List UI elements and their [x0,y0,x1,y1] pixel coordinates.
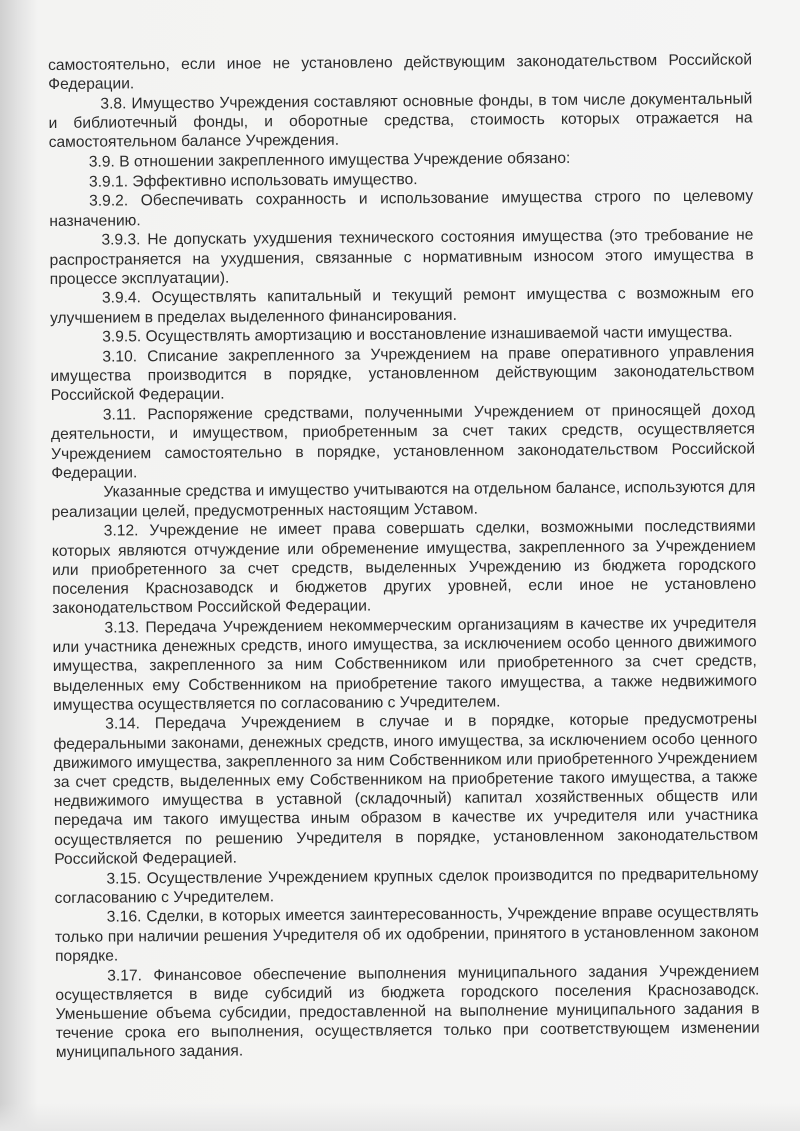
paragraph-3-11-note: Указанные средства и имущество учитываются на отдельном балансе, используются для реализации целей, предусмотренных настоящим Уставом. [51,478,756,521]
paragraph-3-9: 3.9. В отношении закрепленного имущества Учреждение обязано: [88,149,571,171]
paragraph-3-9-4: 3.9.4. Осуществлять капитальный и текущий ремонт имущества с возможным его улучшением в пределах выделенного финансирования. [49,284,754,327]
paragraph-3-17: 3.17. Финансовое обеспечение выполнения муниципального задания Учреждением осуществляется в виде субсидий из бюджета городского поселения Краснозаводск. Уменьшение объема субсидии, предоставленной на выполнение муниципального задания в течение срока его выполнения, осуществляется только при соответствующем изменении муниципального задания. [55,961,760,1062]
paragraph-3-9-3: 3.9.3. Не допускать ухудшения технического состояния имущества (это требование не распространяется на ухудшения, связанные с нормативным износом этого имущества в процессе эксплуатации). [49,226,754,288]
scan-bottom-shadow [0,1103,800,1131]
paragraph-3-11: 3.11. Распоряжение средствами, полученными Учреждением от приносящей доход деятельности, и имуществом, приобретенным за счет таких средств, осуществляется Учреждением самостоятельно в порядке, установленном законодательством Российской Федерации. [50,401,756,482]
paragraph-3-9-5: 3.9.5. Осуществлять амортизацию и восстановление изнашиваемой части имущества. [102,323,733,346]
document-body [48,50,760,1063]
paragraph-3-15: 3.15. Осуществление Учреждением крупных сделок производится по предварительному согласованию с Учредителем. [54,864,759,907]
paragraph-3-9-2: 3.9.2. Обеспечивать сохранность и использование имущества строго по целевому назначению. [49,187,754,230]
paragraph-3-16: 3.16. Сделки, в которых имеется заинтересованность, Учреждение вправе осуществлять только при наличии решения Учредителя об их одобрении, принятого в установленном законом порядке. [54,903,759,965]
paragraph-continuation: самостоятельно, если иное не установлено действующим законодательством Российской Федерации. [48,51,753,94]
paragraph-3-8: 3.8. Имущество Учреждения составляют основные фонды, в том числе документальный и библиотечный фонды, и оборотные средства, стоимость которых отражается на самостоятельном балансе Учреждения. [48,90,753,152]
paragraph-3-9-1: 3.9.1. Эффективно использовать имущество. [88,170,418,191]
paragraph-3-12: 3.12. Учреждение не имеет права совершать сделки, возможными последствиями которых являются отчуждение или обременение имущества, закрепленного за Учреждением или приобретенного за счет средств, выделенных Учреждению из бюджета городского поселения Краснозаводск и бюджетов других уровней, если иное не установлено законодательством Российской Федерации. [51,517,757,618]
paragraph-3-13: 3.13. Передача Учреждением некоммерческим организациям в качестве их учредителя или участника денежных средств, иного имущества, за исключением особо ценного движимого имущества, закрепленного за ним Собственником или приобретенного за счет средств, выделенных ему Собственником на приобретение такого имущества, а также недвижимого имущества осуществляется по согласованию с Учредителем. [52,614,757,714]
paragraph-3-14: 3.14. Передача Учреждением в случае и в порядке, которые предусмотрены федеральными законами, денежных средств, иного имущества, за исключением особо ценного движимого имущества, закрепленного за ним Собственником или приобретенного Учреждением за счет средств, выделенных ему Собственником на приобретение такого имущества, а также недвижимого имущества в уставной (складочный) капитал хозяйственных обществ или передача им такого имущества иным образом в качестве их учредителя или участника осуществляется по решению Учредителя в порядке, установленном законодательством Российской Федерацией. [53,710,759,868]
paragraph-3-10: 3.10. Списание закрепленного за Учреждением на праве оперативного управления имущества производится в порядке, установленном действующим законодательством Российской Федерации. [50,343,755,405]
